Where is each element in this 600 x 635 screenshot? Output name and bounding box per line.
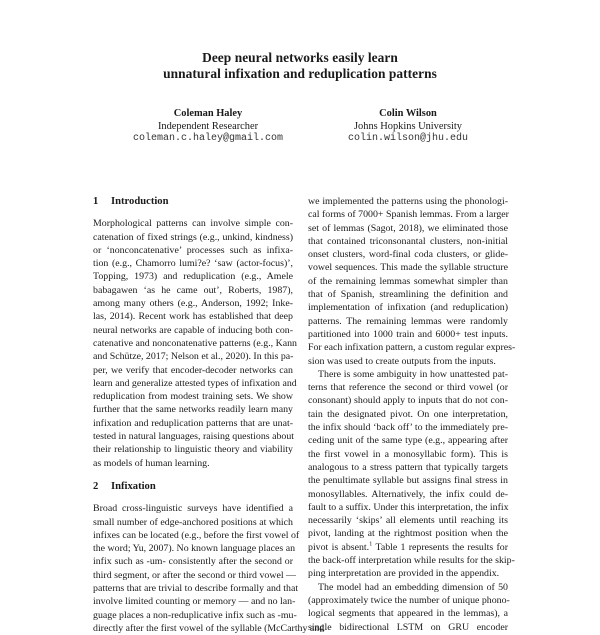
text-line: small number of edge-anchored positions at which [93,516,293,528]
title-line-1: Deep neural networks easily learn [202,50,398,65]
text-line: directly after the first vowel of the syllable (McCarthy and [93,622,325,634]
text-line: fault to a suffix. Under this interpretation, the infix [308,501,509,513]
left-column [93,195,325,635]
text-line: that contained triconsonantal clusters, non-initial [308,235,508,247]
author-block-2 [298,108,518,146]
text-line: Broad cross-linguistic surveys have identified a [93,503,293,515]
title-line-2: unnatural infixation and reduplication patterns [163,66,437,81]
text-line: vowel sequences. This made the syllable structure [308,262,508,274]
text-line: pivot, landing at the rightmost position when the [308,528,508,540]
text-line: necessarily ‘skips’ all elements until reaching its [308,515,508,527]
text-line: reduplication from modest training sets. We show [93,391,293,403]
text-line: logical segments that appeared in the lemmas), a [308,608,508,620]
text-line: the penultimate syllable but assigns final stress in [308,475,508,487]
author-email: colin.wilson@jhu.edu [347,133,469,145]
text-line: Topping, 1973) and reduplication (e.g., Amele [93,271,293,283]
data-paragraph [308,195,516,368]
text-line: their relationship to linguistic theory and viability [93,444,293,456]
text-line-with-footnote [308,541,508,554]
text-line: For each infixation pattern, a custom regular expres- [308,342,516,354]
text-line: catenation of fixed strings (e.g., unkind, kindness) [93,231,293,243]
text-line: There is some ambiguity in how unattested pat- [318,368,508,380]
text-line: infixes can be located (e.g., before the first vowel of [93,529,300,541]
text-line: involve limited counting or memory — and no lan- [93,596,296,608]
text-fragment: pivot is absent. [308,541,370,553]
text-line: or ‘nonconcatenative’ processes such as infixa- [93,244,293,256]
text-line: single bidirectional LSTM on GRU encoder [308,621,508,633]
text-line: the word; Yu, 2007). No known language places an [93,543,296,555]
text-line: implementation of infixation (and reduplication) [308,302,508,314]
text-line: patterns that are trivial to describe formally and that [93,583,299,595]
infixation-paragraph [93,502,325,635]
text-line: neural networks are capable of inducing both con- [93,324,293,336]
author-name: Coleman Haley [173,108,243,119]
text-line: consonant) should apply to inputs that do not con- [308,395,508,407]
section-number: 1 [93,196,99,207]
text-line: the first vowel in a monosyllabic form). This is [308,448,508,460]
text-fragment: Table 1 represents the results for [372,541,508,553]
text-line: further that the same networks readily learn many [93,404,293,416]
text-line: among many others (e.g., Anderson, 1992; Inke- [93,298,293,310]
text-line: set of lemmas (Sagot, 2018), we eliminated those [308,222,508,234]
text-line: sion was used to create outputs from the inputs. [308,355,496,367]
text-line: Morphological patterns can involve simple con- [93,218,293,230]
footnote-marker[interactable]: 1 [369,540,373,548]
text-line: the infix should ‘back off’ to the immediately pre- [308,422,508,434]
text-line: The model had an embedding dimension of 50 [318,581,508,593]
text-line: as models of human learning. [93,457,210,469]
text-line: we implemented the patterns using the phonologi- [308,196,508,207]
text-line: patterns. The remaining lemmas were randomly [308,315,508,327]
model-paragraph [308,581,508,634]
section-heading-infixation [93,480,293,493]
text-line: third segment, or after the second or third vowel — [93,569,296,581]
section-title: Introduction [111,196,169,207]
author-affiliation: Independent Researcher [157,120,259,132]
text-line: (approximately twice the number of unique phono- [308,594,510,606]
author-email: coleman.c.haley@gmail.com [132,133,284,145]
paper-title [0,50,600,82]
text-line: ceding unit of the same type (e.g., appearing after [308,435,508,447]
text-line: tion (e.g., Chamorro lumi?e? ‘saw (actor-focus)’, [93,258,293,270]
text-line: and Schütze, 2017; Nelson et al., 2020). In this pa- [93,351,294,363]
author-name: Colin Wilson [379,108,437,119]
text-line: guage places a non-reduplicative infix such as -mu- [93,609,297,621]
text-line: of the remaining lemmas somewhat simpler than [308,275,508,287]
section-title: Infixation [111,480,156,492]
text-line: las, 2014). Recent work has established that deep [93,311,293,323]
text-line: infixation and reduplication patterns that are unat- [93,417,293,429]
right-column [308,195,516,634]
intro-paragraph [93,217,297,470]
section-number: 2 [93,480,99,492]
text-line: onset clusters, word-final coda clusters, or glide- [308,249,508,261]
text-line: per, we verify that encoder-decoder networks can [93,364,293,376]
text-line: ping interpretation are provided in the appendix. [308,568,500,580]
text-line: tain the designated pivot. On one interpretation, [308,408,508,420]
ambiguity-paragraph [308,368,515,581]
text-line: that of Spanish, streamlining the definition and [308,289,508,301]
text-line: learn and generalize attested types of infixation and [93,377,297,389]
author-affiliation: Johns Hopkins University [354,120,462,132]
text-line: infix such as -um- consistently after the second or [93,556,293,568]
text-line: analogous to a stress pattern that typically targets [308,461,508,473]
text-line: tested in natural languages, raising questions about [93,431,295,443]
text-line: partitioned into 1000 train and 6000+ test inputs. [308,328,508,340]
text-line: terns that reference the second or third vowel (or [308,382,508,394]
section-heading-introduction [93,195,293,208]
text-line: cal forms of 7000+ Spanish lemmas. From a larger [308,209,509,221]
text-line: babagawen ‘as he came out’, Roberts, 1987), [93,284,293,296]
text-line: catenative and nonconatenative patterns (e.g., Kann [93,337,297,349]
author-block-1 [98,108,318,146]
text-line: the back-off interpretation while results for the skip- [308,555,515,567]
text-line: monosyllables. Alternatively, the infix could de- [308,488,508,500]
